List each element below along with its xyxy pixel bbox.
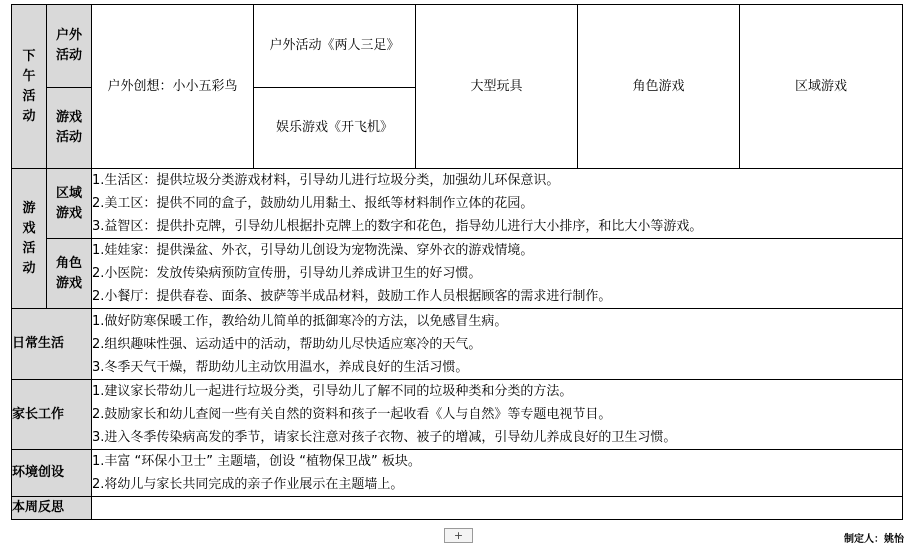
game-activities-label: 游 戏 活 动 [12,169,47,309]
list-item: 3.冬季天气干燥，帮助幼儿主动饮用温水，养成良好的生活习惯。 [92,359,469,375]
large-toys-cell: 大型玩具 [416,5,578,169]
list-item: 1.建议家长带幼儿一起进行垃圾分类，引导幼儿了解不同的垃圾种类和分类的方法。 [92,384,573,399]
role-game-content [92,239,903,309]
afternoon-activity-label: 下 午 活 动 [12,5,47,169]
list-item: 2.美工区：提供不同的盒子，鼓励幼儿用黏土、报纸等材料制作立体的花园。 [92,196,534,211]
parent-work-label: 家长工作 [12,380,92,450]
list-item: 1.生活区：提供垃圾分类游戏材料，引导幼儿进行垃圾分类，加强幼儿环保意识。 [92,173,560,188]
environment-label: 环境创设 [12,450,92,497]
role-play-cell: 角色游戏 [578,5,740,169]
list-item: 2.将幼儿与家长共同完成的亲子作业展示在主题墙上。 [92,477,404,492]
maker-label: 制定人：姚怡 [844,534,904,545]
weekly-plan-table [11,4,903,520]
list-item: 3.益智区：提供扑克牌，引导幼儿根据扑克牌上的数字和花色，指导幼儿进行大小排序，和比大小等游戏。 [92,219,703,234]
reflection-label: 本周反思 [12,497,92,520]
add-sheet-button[interactable]: + [444,528,473,543]
list-item: 2.小医院：发放传染病预防宣传册，引导幼儿养成讲卫生的好习惯。 [92,266,482,281]
game-activity-label: 游戏 活动 [47,88,92,169]
area-game-content [92,169,903,239]
environment-content [92,450,903,497]
list-item: 1.丰富 “环保小卫士” 主题墙，创设 “植物保卫战” 板块。 [92,454,421,469]
role-game-label: 角色 游戏 [47,239,92,309]
list-item: 1.做好防寒保暖工作，教给幼儿简单的抵御寒冷的方法，以免感冒生病。 [92,313,508,329]
entertainment-game-cell: 娱乐游戏《开飞机》 [254,88,416,169]
area-game-cell: 区域游戏 [740,5,903,169]
parent-work-content [92,380,903,450]
list-item: 3.进入冬季传染病高发的季节，请家长注意对孩子衣物、被子的增减，引导幼儿养成良好的卫生习惯。 [92,430,677,445]
daily-life-label: 日常生活 [12,309,92,380]
reflection-content[interactable] [92,497,903,520]
daily-life-content [92,309,903,380]
list-item: 2.鼓励家长和幼儿查阅一些有关自然的资料和孩子一起收看《人与自然》等专题电视节目。 [92,407,612,422]
outdoor-activity-label: 户外 活动 [47,5,92,88]
list-item: 1.娃娃家：提供澡盆、外衣，引导幼儿创设为宠物洗澡、穿外衣的游戏情境。 [92,243,534,258]
list-item: 2.组织趣味性强、运动适中的活动，帮助幼儿尽快适应寒冷的天气。 [92,336,482,352]
list-item: 2.小餐厅：提供春卷、面条、披萨等半成品材料，鼓励工作人员根据顾客的需求进行制作。 [92,289,612,304]
outdoor-creative-cell: 户外创想：小小五彩鸟 [92,5,254,169]
area-game-label: 区域 游戏 [47,169,92,239]
outdoor-activity-cell: 户外活动《两人三足》 [254,5,416,88]
